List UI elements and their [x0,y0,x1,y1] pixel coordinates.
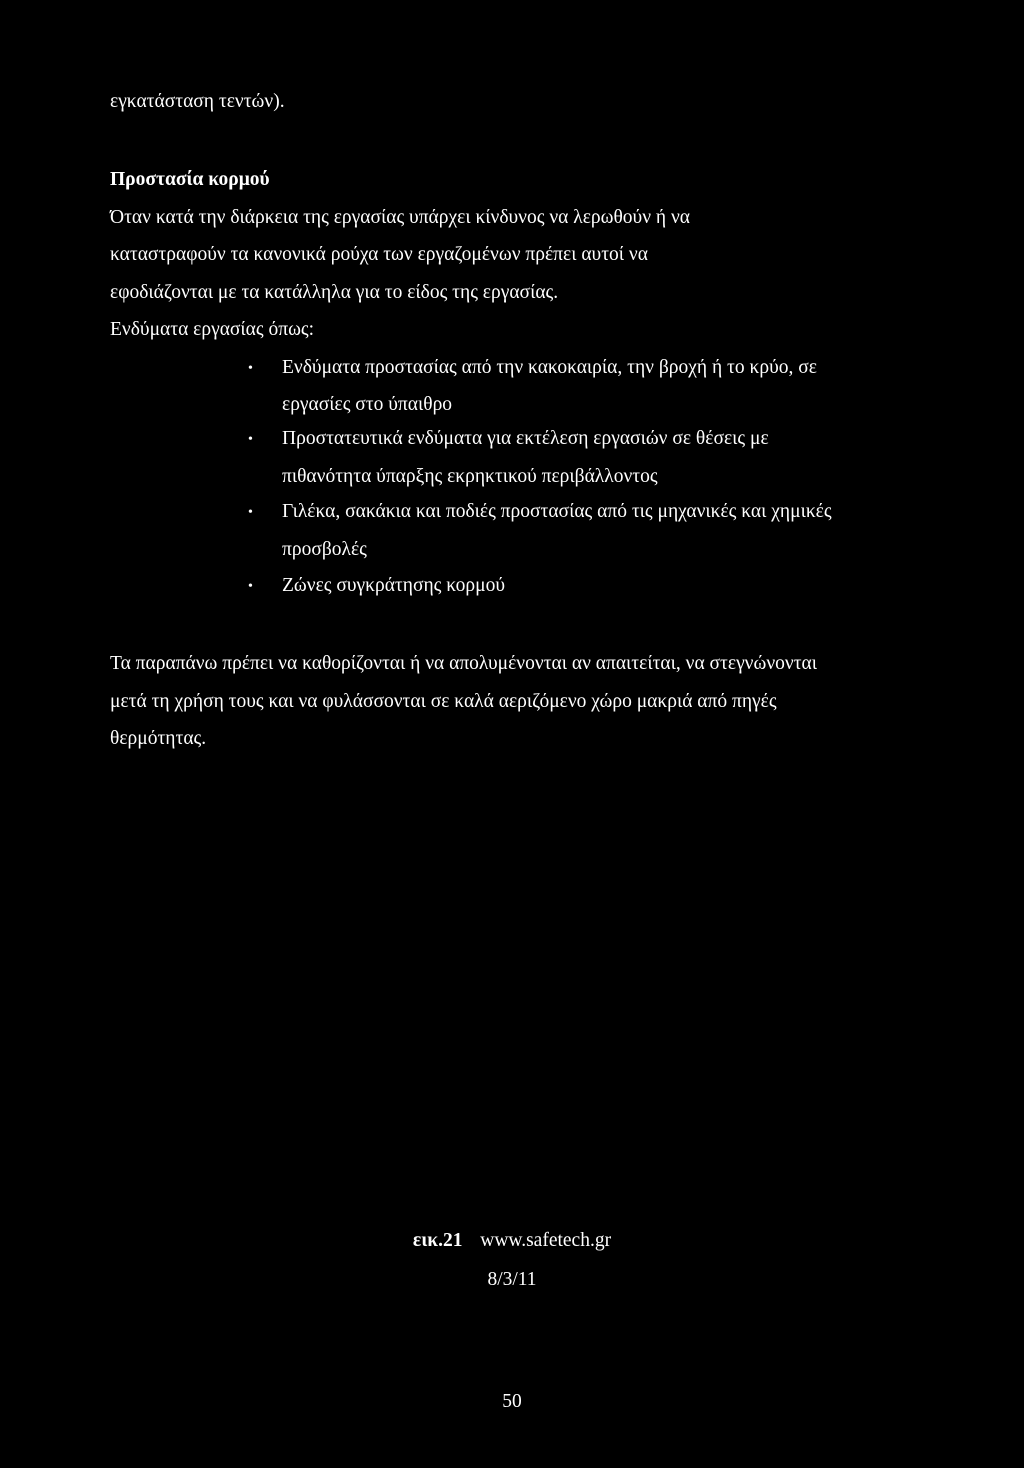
bullet-icon: • [248,432,253,447]
bullet-line: πιθανότητα ύπαρξης εκρηκτικού περιβάλλοντος [282,466,658,487]
bullet-line: Ενδύματα προστασίας από την κακοκαιρία, την βροχή ή το κρύο, σε [282,357,817,378]
paragraph-line: εφοδιάζονται με τα κατάλληλα για το είδος της εργασίας. [110,282,559,303]
figure-source: www.safetech.gr [480,1230,612,1251]
bullet-line: προσβολές [282,539,367,560]
paragraph-line: Όταν κατά την διάρκεια της εργασίας υπάρχει κίνδυνος να λερωθούν ή να [110,207,691,228]
bullet-icon: • [248,361,253,376]
paragraph-line: Ενδύματα εργασίας όπως: [110,319,315,340]
bullet-line: Ζώνες συγκράτησης κορμού [282,575,505,596]
bullet-icon: • [248,505,253,520]
bullet-line: εργασίες στο ύπαιθρο [282,394,453,415]
section-title: Προστασία κορμού [110,169,270,190]
intro-line: εγκατάσταση τεντών). [110,91,285,112]
closing-line: μετά τη χρήση τους και να φυλάσσονται σε καλά αεριζόμενο χώρο μακριά από πηγές [110,691,777,712]
paragraph-line: καταστραφούν τα κανονικά ρούχα των εργαζομένων πρέπει αυτοί να [110,244,648,265]
bullet-icon: • [248,579,253,594]
closing-line: Τα παραπάνω πρέπει να καθορίζονται ή να απολυμένονται αν απαιτείται, να στεγνώνονται [110,653,818,674]
figure-caption [0,1231,1024,1251]
bullet-line: Προστατευτικά ενδύματα για εκτέλεση εργασιών σε θέσεις με [282,428,769,449]
page-number: 50 [502,1391,522,1412]
bullet-line: Γιλέκα, σακάκια και ποδιές προστασίας από τις μηχανικές και χημικές [282,501,832,522]
figure-label: εικ.21 [412,1230,463,1251]
closing-line: θερμότητας. [110,728,207,749]
figure-date: 8/3/11 [487,1269,537,1290]
